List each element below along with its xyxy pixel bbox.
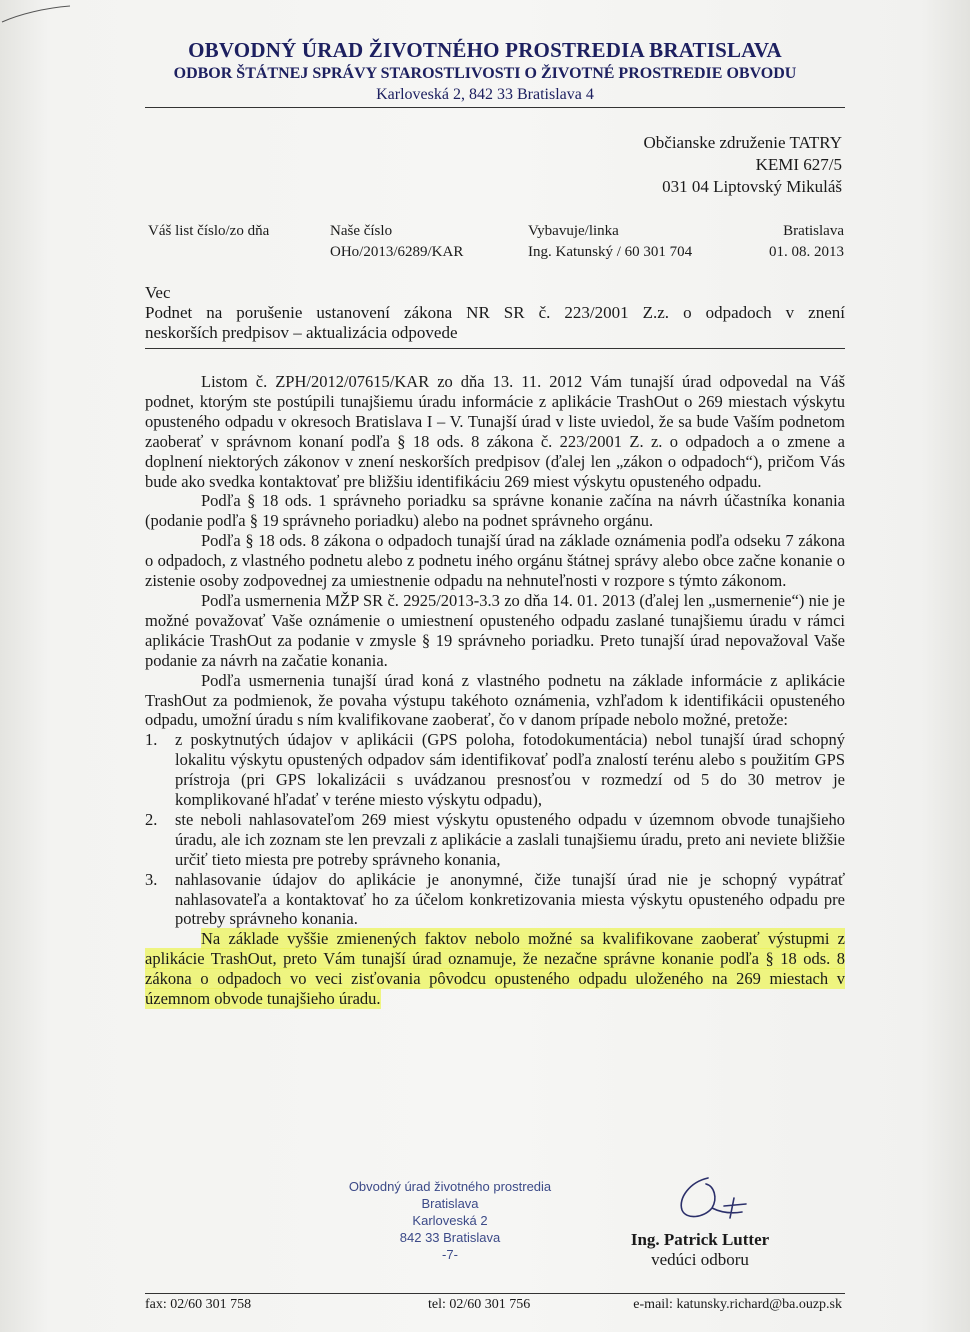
- subject-line-1: Podnet na porušenie ustanovení zákona NR SR č. 223/2001 Z.z. o odpadoch v znení: [145, 303, 845, 322]
- office-stamp: [300, 1178, 600, 1263]
- paragraph-4: Podľa usmernenia MŽP SR č. 2925/2013-3.3 zo dňa 14. 01. 2013 (ďalej len „usmernenie“) nie je možné považovať Vaše oznámenie o umiestnení opusteného odpadu zaslané tunajšiemu úradu v rámci aplikácie TrashOut za podanie v zmysle § 19 správneho poriadku. Preto tunajší úrad nepovažoval Vaše podanie za návrh na začatie konania.: [145, 590, 845, 670]
- our-number-block: [330, 221, 463, 263]
- office-name: OBVODNÝ ÚRAD ŽIVOTNÉHO PROSTREDIA BRATISLAVA: [188, 38, 782, 62]
- stamp-line-1: Obvodný úrad životného prostredia: [348, 1179, 552, 1194]
- subject-divider: [145, 348, 845, 349]
- page-corner-mark: [0, 0, 80, 30]
- letter-date: 01. 08. 2013: [769, 244, 844, 260]
- your-letter-label: Váš list číslo/zo dňa: [148, 223, 270, 239]
- paragraph-3: Podľa § 18 ods. 8 zákona o odpadoch tunajší úrad na základe oznámenia podľa odseku 7 zákona o odpadoch, z vlastného podnetu alebo z podnetu iného orgánu štátnej správy alebo obce začne konanie o zistenie osoby zodpovednej za umiestnenie odpadu na nehnuteľnosti v rozpore s týmto zákonom.: [145, 531, 845, 591]
- paragraph-1: Listom č. ZPH/2012/07615/KAR zo dňa 13. 11. 2012 Vám tunajší úrad odpovedal na Váš podnet, ktorým ste postúpili tunajšiemu úradu informácie z aplikácie TrashOut o 269 miestach výskytu opusteného odpadu v okresoch Bratislava I – V. Tunajší úrad v liste uviedol, že sa bude Vaším podnetom zaoberať v správnom konaní podľa § 18 ods. 8 zákona č. 223/2001 Z. z. o odpadoch a o zmene a doplnení niektorých zákonov v znení neskorších predpisov (ďalej len „zákon o odpadoch“), pričom Vás bude ako svedka kontaktovať pre bližšiu identifikáciu 269 miest výskytu opusteného odpadu.: [145, 372, 845, 491]
- department-name: ODBOR ŠTÁTNEJ SPRÁVY STAROSTLIVOSTI O ŽIVOTNÉ PROSTREDIE OBVODU: [173, 65, 797, 82]
- stamp-line-3: Karloveská 2: [412, 1213, 488, 1228]
- footer-fax: fax: 02/60 301 758: [145, 1297, 252, 1312]
- list-number: 3.: [145, 869, 158, 889]
- header-divider: [145, 107, 845, 108]
- signature-block: [600, 1230, 800, 1270]
- recipient-street: KEMI 627/5: [755, 155, 842, 174]
- our-number-label: Naše číslo: [330, 223, 393, 239]
- footer-divider: [145, 1293, 845, 1294]
- list-text: ste neboli nahlasovateľom 269 miest výskytu opusteného odpadu v územnom obvode tunajšieho úradu, ale ich zoznam ste len prevzali z aplikácie a zaslali tunajšiemu úradu, preto ani neviete bližšie určiť tieto miesta pre potreby správneho konania,: [175, 809, 845, 869]
- paragraph-5: Podľa usmernenia tunajší úrad koná z vlastného podnetu na základe informácie z aplikácie TrashOut za podmienok, že povaha výstupu takéhoto oznámenia, vzhľadom k identifikácii opusteného odpadu, umožní úradu s ním kvalifikovane zaoberať, čo v danom prípade nebolo možné, pretože:: [145, 670, 845, 730]
- stamp-line-2: Bratislava: [421, 1196, 479, 1211]
- list-item: [145, 869, 845, 930]
- conclusion-paragraph: [145, 929, 845, 1009]
- subject-line-2: neskorších predpisov – aktualizácia odpovede: [145, 323, 458, 342]
- stamp-line-5: -7-: [442, 1247, 458, 1262]
- handled-by: Ing. Katunský / 60 301 704: [528, 244, 693, 260]
- list-number: 1.: [145, 730, 158, 750]
- highlighted-conclusion: Na základe vyššie zmienených faktov nebolo možné sa kvalifikovane zaoberať výstupmi z aplikácie TrashOut, preto Vám tunajší úrad oznamuje, že nezačne správne konanie podľa § 18 ods. 8 zákona o odpadoch vo veci zisťovania pôvodcu opusteného odpadu uloženého na 269 miestach v územnom obvode tunajšieho úradu.: [145, 929, 845, 1009]
- list-text: nahlasovanie údajov do aplikácie je anonymné, čiže tunajší úrad nie je schopný vypátrať nahlasovateľa a kontaktovať ho za účelom konkretizovania miesta výskytu opusteného odpadu pre potreby správneho konania.: [175, 869, 845, 929]
- handled-by-block: [528, 221, 692, 263]
- signatory-title: vedúci odboru: [651, 1250, 749, 1269]
- handled-by-label: Vybavuje/linka: [528, 223, 619, 239]
- list-item: [145, 809, 845, 870]
- footer-tel: tel: 02/60 301 756: [428, 1297, 531, 1312]
- office-address: Karloveská 2, 842 33 Bratislava 4: [376, 86, 594, 103]
- list-item: [145, 730, 845, 810]
- recipient-address: [644, 132, 843, 198]
- letter-body: [145, 372, 845, 1009]
- paragraph-2: Podľa § 18 ods. 1 správneho poriadku sa správne konanie začína na návrh účastníka konania (podanie podľa § 19 správneho poriadku) alebo na podnet správneho orgánu.: [145, 491, 845, 531]
- handwritten-signature: [660, 1168, 770, 1228]
- signatory-name: Ing. Patrick Lutter: [630, 1230, 770, 1249]
- list-text: z poskytnutých údajov v aplikácii (GPS poloha, fotodokumentácia) nebol tunajší úrad schopný lokalitu výskytu opustených odpadov sám identifikovať podľa znalostí terénu alebo s použitím GPS prístroja (pri GPS lokalizácii s uvádzanou presnosťou v rozmedzí od 5 do 30 metrov je komplikované hľadať v teréne miesto výskytu odpadu),: [175, 730, 845, 810]
- stamp-line-4: 842 33 Bratislava: [399, 1230, 501, 1245]
- subject: [145, 283, 845, 343]
- footer-email: e-mail: katunsky.richard@ba.ouzp.sk: [633, 1297, 842, 1312]
- our-number: OHo/2013/6289/KAR: [330, 244, 464, 260]
- subject-label: Vec: [145, 283, 171, 302]
- recipient-name: Občianske združenie TATRY: [643, 133, 842, 152]
- list-number: 2.: [145, 809, 158, 829]
- place-date-block: [769, 221, 844, 263]
- recipient-city: 031 04 Liptovský Mikuláš: [662, 177, 842, 196]
- reasons-list: [145, 730, 845, 929]
- place: Bratislava: [783, 223, 844, 239]
